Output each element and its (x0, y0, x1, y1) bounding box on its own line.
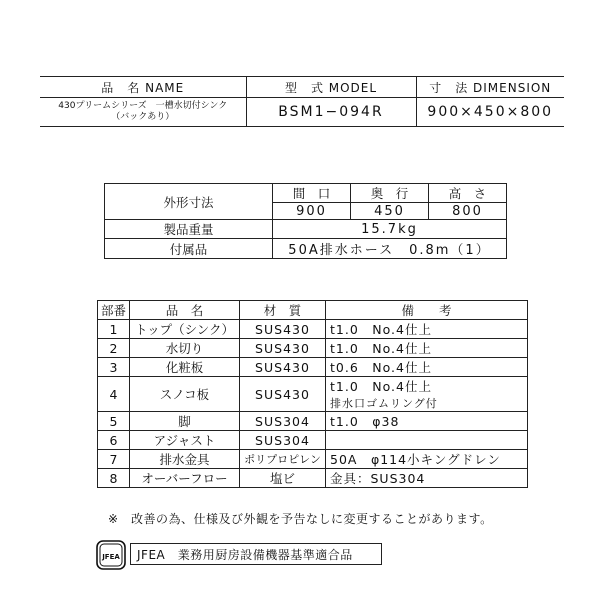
part-no: 1 (98, 320, 130, 339)
part-material: SUS304 (240, 431, 326, 450)
part-no-header: 部番 (98, 301, 130, 320)
part-note-extra: 排水口ゴムリング付 (326, 395, 528, 412)
part-note: 金具：SUS304 (326, 469, 528, 488)
product-name-line1: 430プリームシリーズ 一槽水切付シンク (58, 101, 228, 111)
remarks-header: 備 考 (326, 301, 528, 320)
part-name: スノコ板 (130, 377, 240, 412)
part-material: SUS430 (240, 320, 326, 339)
part-note: t1.0 No.4仕上 (326, 377, 528, 396)
part-no: 5 (98, 412, 130, 431)
jfea-logo-icon (96, 540, 126, 570)
parts-header-row (98, 301, 528, 320)
part-note: t1.0 φ38 (326, 412, 528, 431)
change-notice: ※ 改善の為、仕様及び外観を予告なしに変更することがあります。 (108, 512, 493, 526)
table-row (98, 450, 528, 469)
part-no: 2 (98, 339, 130, 358)
model-header-label: 型 式 MODEL (284, 80, 378, 95)
material-header: 材 質 (240, 301, 326, 320)
width-value: 900 (273, 203, 351, 220)
outer-dims-label: 外形寸法 (105, 184, 273, 220)
part-material: SUS430 (240, 358, 326, 377)
header-table (40, 76, 564, 127)
part-material: SUS304 (240, 412, 326, 431)
table-row (98, 431, 528, 450)
part-note: t1.0 No.4仕上 (326, 320, 528, 339)
name-header-label: 品 名 NAME (101, 80, 185, 95)
dimension-value: 900×450×800 (416, 98, 564, 127)
part-name: 脚 (130, 412, 240, 431)
part-material: 塩ビ (240, 469, 326, 488)
part-note: t0.6 No.4仕上 (326, 358, 528, 377)
part-name-header: 品 名 (130, 301, 240, 320)
part-name: 排水金具 (130, 450, 240, 469)
model-value: BSM1−094R (246, 98, 416, 127)
name-column-header (40, 77, 246, 98)
weight-value: 15.7kg (273, 220, 507, 239)
svg-text:JFEA: JFEA (102, 553, 120, 561)
table-row (98, 469, 528, 488)
depth-value: 450 (351, 203, 429, 220)
part-no: 8 (98, 469, 130, 488)
part-name: アジャスト (130, 431, 240, 450)
part-no: 7 (98, 450, 130, 469)
height-value: 800 (429, 203, 507, 220)
table-row (98, 358, 528, 377)
part-name: 化粧板 (130, 358, 240, 377)
jfea-certification-label: JFEA 業務用厨房設備機器基準適合品 (130, 543, 382, 565)
accessory-label: 付属品 (105, 239, 273, 259)
part-no: 3 (98, 358, 130, 377)
dimension-header-label: 寸 法 DIMENSION (429, 80, 552, 95)
product-name-cell (40, 98, 246, 127)
width-label: 間 口 (273, 184, 351, 203)
table-row (98, 339, 528, 358)
part-name: オーバーフロー (130, 469, 240, 488)
model-column-header (246, 77, 416, 98)
part-note: 50A φ114小キングドレン (326, 450, 528, 469)
weight-label: 製品重量 (105, 220, 273, 239)
spec-table (104, 183, 507, 259)
part-note: t1.0 No.4仕上 (326, 339, 528, 358)
dimension-column-header (416, 77, 564, 98)
product-name-line2: （バックあり） (111, 112, 175, 122)
table-row (98, 377, 528, 396)
table-row (98, 412, 528, 431)
part-no: 6 (98, 431, 130, 450)
height-label: 高 さ (429, 184, 507, 203)
part-name: トップ（シンク） (130, 320, 240, 339)
depth-label: 奥 行 (351, 184, 429, 203)
parts-table (97, 300, 528, 488)
part-name: 水切り (130, 339, 240, 358)
table-row (98, 320, 528, 339)
accessory-value: 50A排水ホース 0.8m（1） (273, 239, 507, 259)
part-material: SUS430 (240, 339, 326, 358)
part-material: ポリプロピレン (240, 450, 326, 469)
part-material: SUS430 (240, 377, 326, 412)
part-no: 4 (98, 377, 130, 412)
part-note (326, 431, 528, 450)
